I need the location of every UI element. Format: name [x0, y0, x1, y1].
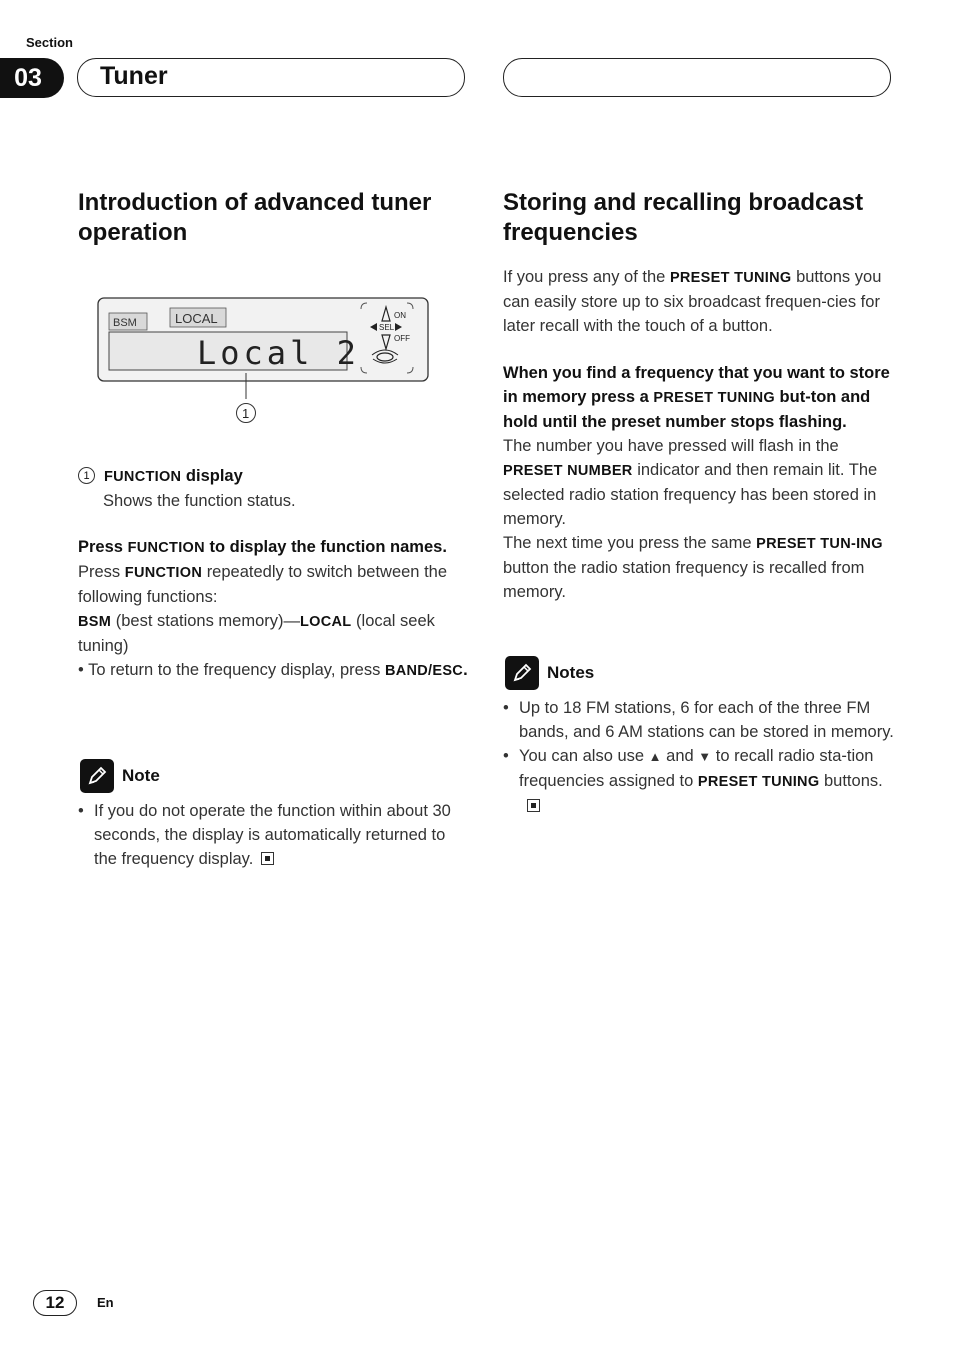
notes-bullet2-pre: You can also use	[519, 747, 645, 765]
notes-bullet2-mid: to recall radio sta-tion frequencies assigned to	[519, 747, 874, 790]
r-body2-post: button the radio station frequency is recalled from memory.	[503, 559, 865, 601]
intro-pre: If you press any of the	[503, 268, 666, 286]
control-sel: SEL	[379, 323, 395, 332]
language-code: En	[97, 1295, 114, 1310]
item-label: display	[185, 467, 243, 485]
intro-post: buttons you can easily store up to six broadcast frequen-cies for later recall with the touch of a button.	[503, 268, 882, 335]
r-body2-pre: The next time you press the same	[503, 534, 752, 552]
note-bullet-text: If you do not operate the function within about 30 seconds, the display is automatically returned to the frequency display.	[94, 802, 451, 868]
body1-post: repeatedly to switch between the following functions:	[78, 563, 448, 606]
notes-title: Notes	[547, 663, 595, 682]
body2-local: LOCAL	[300, 614, 352, 630]
function-display-figure	[97, 297, 430, 427]
body1-pre: Press	[78, 563, 121, 581]
body3-key: BAND/ESC	[384, 663, 464, 679]
note-title: Note	[122, 766, 160, 785]
item-number: 1	[78, 467, 95, 484]
item-key: FUNCTION	[104, 469, 182, 485]
instruction-press: Press	[78, 538, 123, 556]
notes-bullet2-and: and	[666, 747, 694, 765]
notes-bullet-text: Up to 18 FM stations, 6 for each of the three FM bands, and 6 AM stations can be stored in memory.	[519, 699, 894, 741]
section-number-tab: 03	[0, 58, 64, 98]
item-description: Shows the function status.	[103, 492, 296, 510]
note-bullet	[78, 799, 468, 871]
right-notes	[503, 656, 895, 818]
r-instruction-key: PRESET TUNING	[653, 390, 775, 406]
body2-local-desc: (local seek tuning)	[78, 612, 435, 655]
body2-bsm-desc: (best stations memory)—	[115, 612, 301, 630]
left-instruction: Press FUNCTION to display the function names. Press FUNCTION repeatedly to switch between the following functions: BSM (best stations memory)—LOCAL (local seek tuning) • To return to the frequency display, press BAND/ESC.	[78, 538, 468, 679]
down-arrow-icon: ▼	[698, 749, 712, 764]
notes-bullet2-key: PRESET TUNING	[697, 774, 820, 790]
instruction-rest: to display the function names.	[209, 538, 447, 556]
left-heading: Introduction of advanced tuner operation	[78, 189, 432, 246]
function-display-item	[78, 464, 468, 513]
r-instruction-pre: When you find a frequency that you want to store in memory press a	[503, 364, 890, 406]
section-label: Section	[26, 35, 73, 50]
notes-bullet	[503, 744, 895, 818]
pencil-note-icon	[80, 759, 114, 793]
notes-bullet	[503, 696, 895, 744]
control-on: ON	[394, 311, 406, 320]
control-off: OFF	[394, 334, 410, 343]
badge-local: LOCAL	[175, 311, 218, 326]
display-panel-illustration	[97, 297, 430, 427]
instruction-key: FUNCTION	[127, 540, 205, 556]
callout-number: 1	[242, 406, 250, 421]
section-title-box-empty	[503, 58, 891, 97]
display-readout: Local 2	[197, 334, 360, 372]
end-mark-icon	[527, 799, 540, 812]
section-title: Tuner	[77, 58, 465, 97]
left-note	[78, 759, 468, 871]
right-intro	[503, 265, 895, 338]
r-instruction-post: but-ton and hold until the preset number stops flashing.	[503, 388, 871, 431]
page-number: 12	[33, 1290, 77, 1316]
body1-key: FUNCTION	[124, 565, 203, 581]
r-body1-key: PRESET NUMBER	[503, 463, 633, 479]
body3-end: .	[463, 661, 468, 679]
end-mark-icon	[261, 852, 274, 865]
right-instruction	[503, 361, 895, 604]
pencil-notes-icon	[505, 656, 539, 690]
r-body1-post: indicator and then remain lit. The selected radio station frequency has been stored in memory.	[503, 461, 878, 528]
badge-bsm: BSM	[113, 317, 137, 329]
intro-key: PRESET TUNING	[669, 270, 792, 286]
notes-bullet2-post: buttons.	[824, 772, 883, 790]
up-arrow-icon: ▲	[648, 749, 662, 764]
body2-bsm: BSM	[78, 614, 112, 630]
r-body2-key: PRESET TUN-ING	[756, 536, 883, 552]
body3-text: To return to the frequency display, press	[88, 661, 381, 679]
right-heading: Storing and recalling broadcast frequencies	[503, 189, 864, 246]
r-body1-pre: The number you have pressed will flash in the	[503, 437, 839, 455]
